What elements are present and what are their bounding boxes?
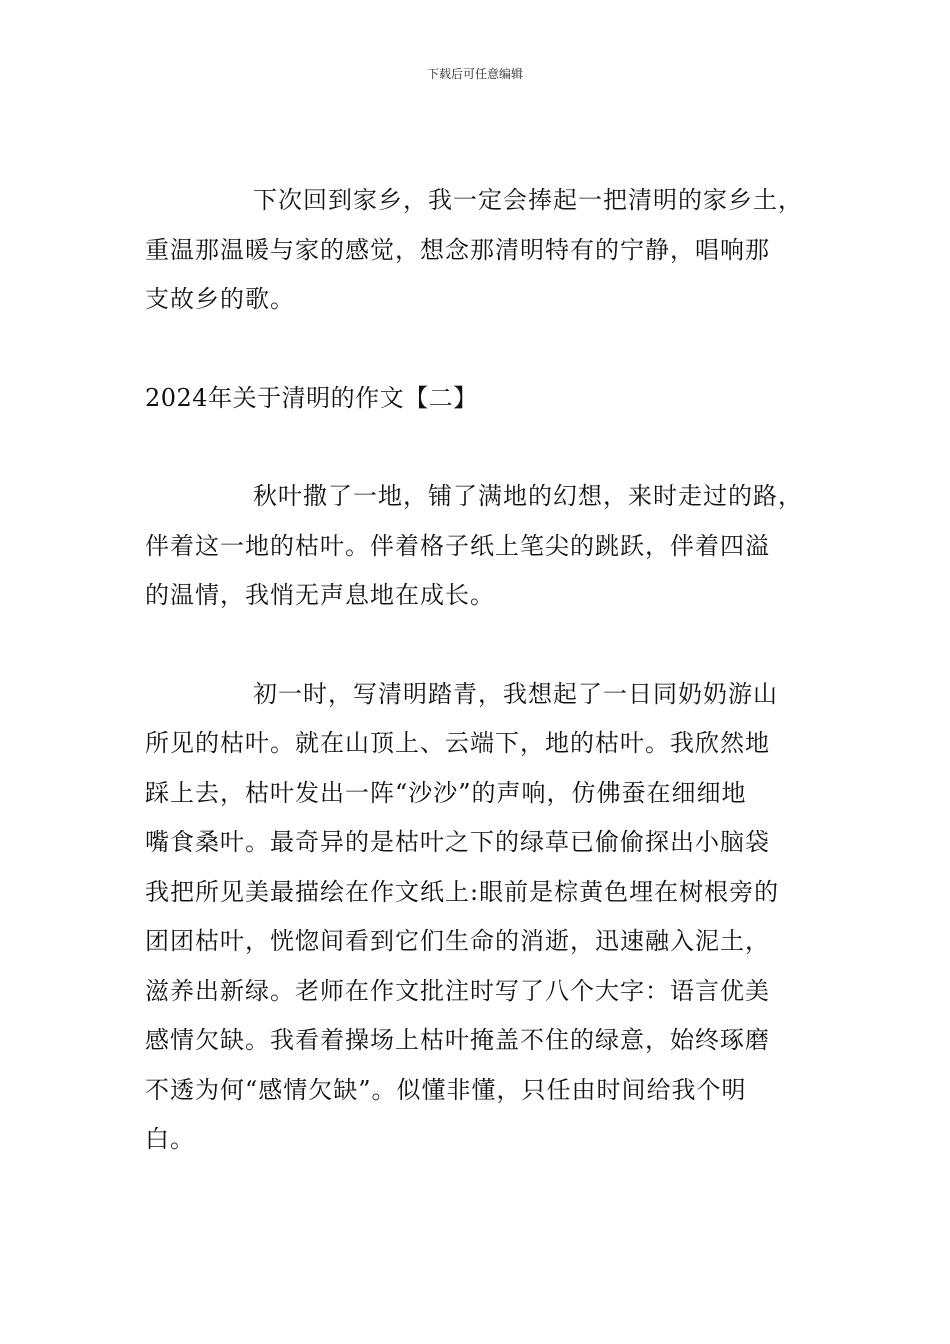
paragraph-line: 支故乡的歌。 [145,285,295,313]
paragraph-gap [145,427,835,476]
page-header: 下载后可任意编辑 [426,67,523,81]
paragraph-line: 感情欠缺。我看着操场上枯叶掩盖不住的绿意，始终琢磨 [145,1026,770,1054]
document-body [145,180,835,1169]
paragraph-line: 白。 [145,1125,195,1153]
paragraph-line: 我把所见美最描绘在作文纸上:眼前是棕黄色埋在树根旁的 [145,877,780,906]
paragraph-2 [145,476,835,625]
section-heading: 2024年关于清明的作文【二】 [145,383,478,412]
paragraph-line: 踩上去，枯叶发出一阵“沙沙”的声响，仿佛蚕在细细地 [145,778,747,807]
paragraph-line: 团团枯叶，恍惚间看到它们生命的消逝，迅速融入泥土， [145,927,770,955]
paragraph-line: 伴着这一地的枯叶。伴着格子纸上笔尖的跳跃，伴着四溢 [145,531,770,560]
paragraph-line: 秋叶撒了一地，铺了满地的幻想，来时走过的路， [253,482,803,510]
paragraph-line: 下次回到家乡，我一定会捧起一把清明的家乡土， [253,186,803,214]
paragraph-line: 初一时，写清明踏青，我想起了一日同奶奶游山 [253,679,778,708]
paragraph-line: 所见的枯叶。就在山顶上、云端下，地的枯叶。我欣然地 [145,729,770,757]
paragraph-1 [145,180,835,329]
paragraph-line: 不透为何“感情欠缺”。似懂非懂，只任由时间给我个明 [145,1075,747,1104]
paragraph-line: 的温情，我悄无声息地在成长。 [145,581,495,609]
paragraph-gap [145,625,835,674]
paragraph-3 [145,674,835,1169]
paragraph-line: 滋养出新绿。老师在作文批注时写了八个大字：语言优美 [145,976,770,1005]
paragraph-line: 嘴食桑叶。最奇异的是枯叶之下的绿草已偷偷探出小脑袋 [145,828,770,856]
paragraph-line: 重温那温暖与家的感觉，想念那清明特有的宁静，唱响那 [145,235,770,264]
paragraph-gap [145,329,835,378]
